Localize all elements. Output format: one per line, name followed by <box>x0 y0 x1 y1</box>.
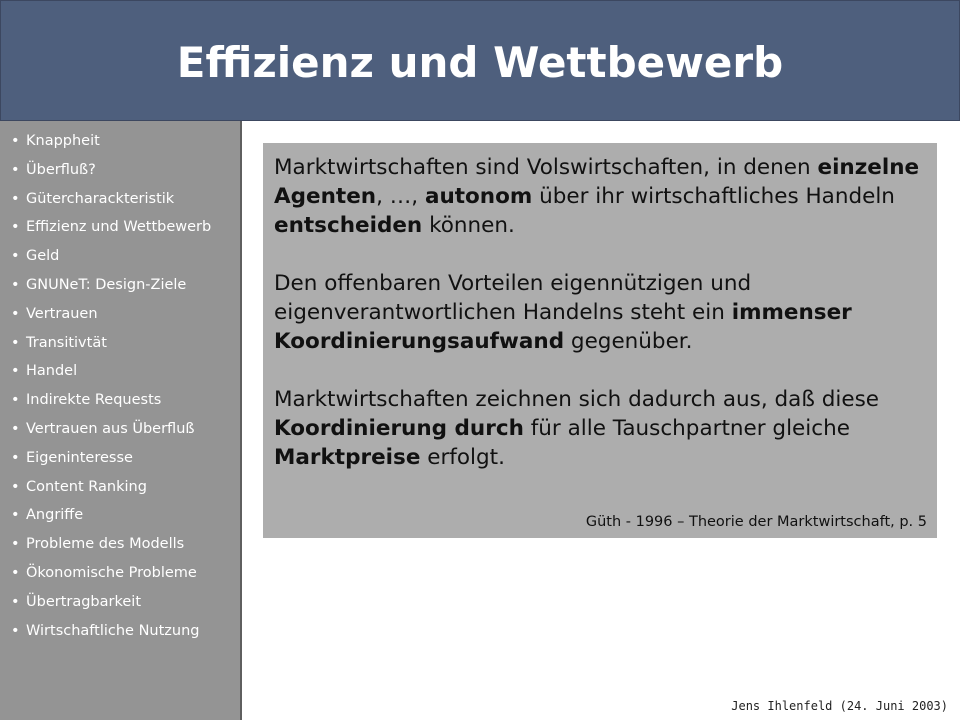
quote-text-segment: für alle Tauschpartner gleiche <box>523 416 850 441</box>
sidebar-item-angriffe[interactable] <box>11 505 211 534</box>
sidebar-item-label: Knappheit <box>26 133 100 149</box>
quote-text-segment: erfolgt. <box>420 445 505 470</box>
sidebar-item-label: Ökonomische Probleme <box>26 564 197 581</box>
bullet-icon: • <box>11 536 20 553</box>
sidebar-item-gnunet-design-ziele[interactable] <box>11 275 211 304</box>
quote-text-segment: über ihr wirtschaftliches Handeln <box>532 184 895 209</box>
sidebar-item-label: Handel <box>26 363 78 380</box>
sidebar-item-label: Content Ranking <box>26 478 147 495</box>
sidebar-item-eigeninteresse[interactable] <box>11 448 211 477</box>
sidebar-item-label: Geld <box>26 248 60 265</box>
bullet-icon: • <box>11 161 20 178</box>
quote-emphasis: einzelne Agenten <box>274 155 920 209</box>
bullet-icon: • <box>11 392 20 409</box>
footer-author-date: Jens Ihlenfeld (24. Juni 2003) <box>731 699 948 713</box>
bullet-icon: • <box>11 133 20 149</box>
sidebar-item-label: Überfluß? <box>26 161 96 178</box>
bullet-icon: • <box>11 622 20 639</box>
sidebar-item-oekonomische-probleme[interactable] <box>11 563 211 592</box>
sidebar-item-indirekte-requests[interactable] <box>11 390 211 419</box>
bullet-icon: • <box>11 449 20 466</box>
sidebar-item-handel[interactable] <box>11 361 211 390</box>
quote-text-segment: Marktwirtschaften sind Volswirtschaften, in denen <box>274 155 818 180</box>
quote-box <box>263 143 937 538</box>
quote-paragraph-2 <box>274 269 930 356</box>
quote-text-segment: Marktwirtschaften zeichnen sich dadurch aus, daß diese <box>274 387 880 412</box>
bullet-icon: • <box>11 276 20 293</box>
quote-emphasis: autonom <box>424 184 533 209</box>
bullet-icon: • <box>11 363 20 380</box>
sidebar-item-label: Angriffe <box>26 507 84 524</box>
sidebar-item-label: Vertrauen <box>26 305 98 322</box>
sidebar-item-probleme-des-modells[interactable] <box>11 534 211 563</box>
sidebar-item-uebertragbarkeit[interactable] <box>11 592 211 621</box>
bullet-icon: • <box>11 478 20 495</box>
sidebar-item-transitivtaet[interactable] <box>11 333 211 362</box>
quote-text-segment: können. <box>422 213 515 238</box>
quote-text-segment: gegenüber. <box>564 329 693 354</box>
sidebar-item-label: GNUNeT: Design-Ziele <box>26 276 187 293</box>
quote-paragraph-1 <box>274 153 930 240</box>
sidebar-item-effizienz-und-wettbewerb[interactable] <box>11 217 211 246</box>
sidebar-list <box>11 131 211 649</box>
sidebar-item-label: Probleme des Modells <box>26 536 185 553</box>
sidebar-nav <box>0 121 242 720</box>
sidebar-item-vertrauen[interactable] <box>11 304 211 333</box>
bullet-icon: • <box>11 564 20 581</box>
slide-title: Effizienz und Wettbewerb <box>176 38 784 87</box>
sidebar-item-label: Transitivtät <box>26 334 107 351</box>
sidebar-item-label: Indirekte Requests <box>26 392 162 409</box>
sidebar-item-label: Vertrauen aus Überfluß <box>26 420 195 437</box>
sidebar-item-label: Gütercharackteristik <box>26 190 175 207</box>
quote-text <box>274 153 930 501</box>
quote-emphasis: immenser Koordinierungsaufwand <box>274 300 852 354</box>
quote-paragraph-3 <box>274 385 930 472</box>
bullet-icon: • <box>11 420 20 437</box>
bullet-icon: • <box>11 219 20 236</box>
sidebar-item-label: Übertragbarkeit <box>26 593 142 610</box>
quote-text-segment: , …, <box>376 184 425 209</box>
quote-emphasis: entscheiden <box>274 213 423 238</box>
sidebar-item-guetercharackteristik[interactable] <box>11 189 211 218</box>
sidebar-item-label: Effizienz und Wettbewerb <box>26 219 212 236</box>
title-bar <box>0 0 960 121</box>
sidebar-item-content-ranking[interactable] <box>11 477 211 506</box>
sidebar-item-vertrauen-aus-ueberfluss[interactable] <box>11 419 211 448</box>
bullet-icon: • <box>11 507 20 524</box>
bullet-icon: • <box>11 190 20 207</box>
quote-emphasis: Koordinierung durch <box>274 416 524 441</box>
sidebar-item-wirtschaftliche-nutzung[interactable] <box>11 621 211 650</box>
quote-text-segment: Den offenbaren Vorteilen eigennützigen und eigenverantwortlichen Handelns steht ein <box>274 271 752 325</box>
bullet-icon: • <box>11 305 20 322</box>
bullet-icon: • <box>11 334 20 351</box>
sidebar-item-label: Wirtschaftliche Nutzung <box>26 622 200 639</box>
sidebar-item-knappheit[interactable] <box>11 131 211 160</box>
bullet-icon: • <box>11 248 20 265</box>
bullet-icon: • <box>11 593 20 610</box>
sidebar-item-label: Eigeninteresse <box>26 449 133 466</box>
sidebar-item-geld[interactable] <box>11 246 211 275</box>
sidebar-item-ueberfluss[interactable] <box>11 160 211 189</box>
quote-emphasis: Marktpreise <box>274 445 421 470</box>
quote-citation: Güth - 1996 – Theorie der Marktwirtschaft, p. 5 <box>585 514 927 530</box>
